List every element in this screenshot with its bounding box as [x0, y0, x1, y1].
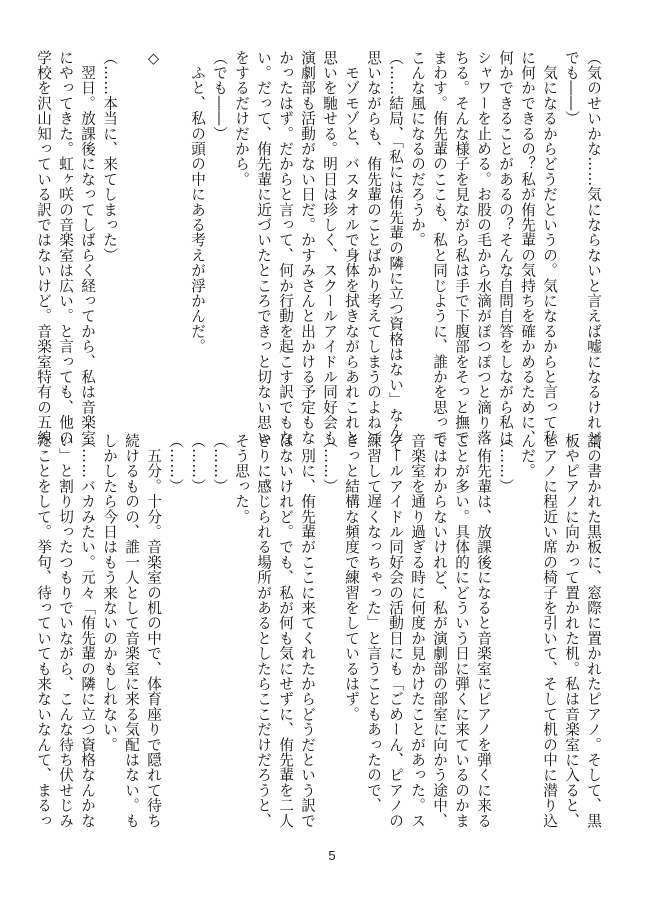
text-line: ことが多い。具体的にどういう日に弾くに来ているのかま: [453, 433, 470, 829]
text-line: 演劇部も活動がない日だ。かすみさんと出かける予定もな: [299, 50, 316, 446]
text-line: （でも――）: [211, 50, 228, 142]
text-line: たことをして。挙句、待っていても来ないなんて、まるっ: [35, 433, 52, 829]
text-line: （……結局、「私には侑先輩の隣に立つ資格はない」なんて: [387, 50, 404, 454]
text-line: まわす。侑先輩のここも、私と同じように、誰かを思って: [431, 50, 448, 446]
text-line: 侑先輩は、放課後になると音楽室にピアノを弾くに来る: [475, 433, 492, 829]
text-line: ふと、私の頭の中にある考えが浮かんだ。: [189, 50, 206, 354]
text-line: 何かできることがあるの？そんな自問自答をしながら私は: [497, 50, 514, 446]
text-line: クールアイドル同好会の活動日にも「ごめーん、ピアノの: [387, 433, 404, 829]
text-line: （気のせいかな……気にならないと言えば嘘になるけれど、: [585, 50, 602, 461]
text-line: でも――）: [563, 50, 580, 126]
text-line: 気になるからどうだというの。気になるからと言って私: [541, 50, 558, 446]
text-line: モゾモゾと、バスタオルで身体を拭きながらあれこれと: [343, 50, 360, 446]
text-line: にやってきた。虹ヶ咲の音楽室は広い。と言っても、他の: [57, 50, 74, 446]
text-line: 学校を沢山知っている訳ではないけど。音楽室特有の五線: [35, 50, 52, 446]
text-line: んだ。: [519, 433, 536, 479]
text-line: 続けるものの、誰一人として音楽室に来る気配はない。も: [123, 433, 140, 829]
text-line: 五分。十分。音楽室の机の中で、体育座りで隠れて待ち: [145, 433, 162, 829]
text-line: 思いを馳せる。明日は珍しく、スクールアイドル同好会も: [321, 50, 338, 446]
text-line: （……バカみたい。元々「侑先輩の隣に立つ資格なんかな: [79, 433, 96, 829]
text-line: をするだけだから。: [233, 50, 250, 187]
text-line: きっと結構な頻度で練習をしているはず。: [343, 433, 360, 722]
text-line: かったはず。だからと言って、何か行動を起こす訳でもな: [277, 50, 294, 446]
text-line: （……）: [321, 433, 338, 494]
text-line: 譜の書かれた黒板に、窓際に置かれたピアノ。そして、黒: [585, 433, 602, 829]
top-text-block: [35, 50, 604, 461]
text-line: に何かできるの？私が侑先輩の気持ちを確かめるために、: [519, 50, 536, 446]
text-line: （……）: [189, 433, 206, 494]
text-line: [120, 50, 142, 416]
text-line: 板やピアノに向かって置かれた机。私は音楽室に入ると、: [563, 433, 580, 829]
text-line: はないけれど。でも、私が何も気にせずに、侑先輩を二人: [277, 433, 294, 829]
page-number: 5: [328, 848, 336, 863]
bottom-text-block: [35, 433, 604, 829]
text-line: 音楽室を通り過ぎる時に何度か見かけたことがあった。ス: [409, 433, 426, 829]
text-line: （……）: [497, 433, 514, 494]
text-line: こんな風になるのだろうか。: [409, 50, 426, 248]
text-line: シャワーを止める。お股の毛から水滴がぽつぽつと滴り落: [475, 50, 492, 446]
text-line: ちる。そんな様子を見ながら私は手で下腹部をそっと撫で: [453, 50, 470, 446]
text-line: 別に、侑先輩がここに来てくれたからどうだという訳で: [299, 433, 316, 829]
text-line: （……）: [167, 433, 184, 494]
text-line: ではわからないけれど、私が演劇部の部室に向かう途中、: [431, 433, 448, 829]
text-line: （……本当に、来てしまった）: [101, 50, 118, 263]
text-line: しかしたら今日はもう来ないのかもしれない。: [101, 433, 118, 753]
text-line: （……）: [211, 433, 228, 494]
text-line: い。だって、侑先輩に近づいたところできっと切ない思い: [255, 50, 272, 446]
text-line: 思いながらも、侑先輩のことばかり考えてしまうのよね）: [365, 50, 382, 446]
text-line: 練習して遅くなっちゃった」と言うこともあったので、: [365, 433, 382, 813]
text-line: そう思った。: [233, 433, 250, 525]
text-line: い」と割り切ったつもりでいながら、こんな待ち伏せじみ: [57, 433, 74, 829]
text-line: 翌日。放課後になってしばらく経ってから、私は音楽室: [79, 50, 96, 446]
text-line: きりに感じられる場所があるとしたらここだけだろうと、: [255, 433, 272, 829]
text-line: ピアノに程近い席の椅子を引いて、そして机の中に潜り込: [541, 433, 558, 829]
text-line: ◇: [145, 50, 162, 68]
text-line: [164, 50, 186, 416]
